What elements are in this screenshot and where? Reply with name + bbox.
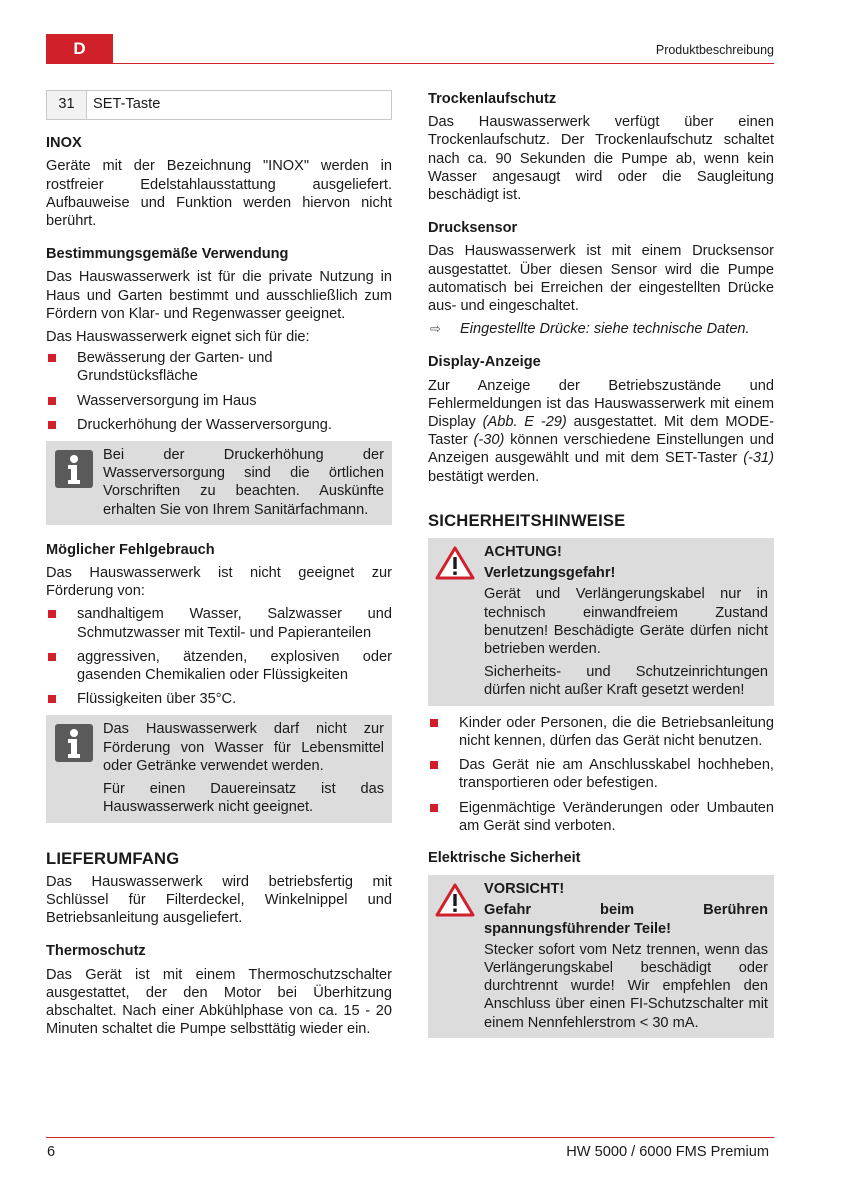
list-item: Kinder oder Personen, die die Betriebsanleitung nicht kennen, dürfen das Gerät nicht benutzen. (428, 714, 774, 750)
use-intro: Das Hauswasserwerk eignet sich für die: (46, 329, 310, 346)
left-column (46, 90, 392, 1038)
display-text (428, 377, 774, 486)
dry-text: Das Hauswasserwerk verfügt über einen Trockenlaufschutz. Der Trockenlaufschutz schaltet nach ca. 90 Sekunden die Pumpe ab, wenn kein Wasser angesaugt wird oder die Saugleitung beschädigt ist. (428, 114, 774, 204)
list-item: Flüssigkeiten über 35°C. (46, 690, 392, 708)
list-item: Druckerhöhung der Wasserversorgung. (46, 416, 392, 434)
footer-rule (46, 1137, 774, 1138)
display-text-part: ausgestattet. Mit dem MODE-Taster (428, 414, 774, 449)
display-text-part: bestätigt werden. (428, 468, 540, 485)
section-title: Produktbeschreibung (655, 43, 774, 57)
warning-box (428, 538, 774, 706)
warning-title: ACHTUNG! (484, 544, 562, 561)
safety-heading: SICHERHEITSHINWEISE (428, 510, 626, 530)
figure-ref: (-31) (743, 450, 774, 467)
info-icon (55, 450, 93, 488)
info-note-text: Bei der Druckerhöhung der Wasserversorgung sind die örtlichen Vorschriften zu beachten. Auskünfte erhalten Sie von Ihrem Sanitärfachmann. (103, 447, 384, 518)
warning-title: VORSICHT! (484, 881, 565, 898)
use-list (46, 349, 392, 434)
use-heading: Bestimmungsgemäße Verwendung (46, 246, 289, 263)
info-icon (55, 724, 93, 762)
use-text: Das Hauswasserwerk ist für die private Nutzung in Haus und Garten bestimmt und ausschließlich zum Fördern von Klar- und Regenwasser geeignet. (46, 269, 392, 322)
warning-text: Gerät und Verlängerungskabel nur in technisch einwandfreiem Zustand benutzen! Beschädigte Geräte dürfen nicht betrieben werden. (484, 586, 768, 658)
info-note (46, 715, 392, 822)
info-note (46, 441, 392, 525)
ref-label: SET-Taste (87, 91, 392, 120)
warning-box (428, 875, 774, 1038)
display-text-part: können verschiedene Einstellungen und Anzeigen ausgewählt und mit dem SET-Taster (428, 432, 774, 467)
right-column (428, 90, 774, 1038)
info-note-text: Für einen Dauereinsatz ist das Hauswasserwerk nicht geeignet. (103, 781, 384, 816)
list-item: Das Gerät nie am Anschlusskabel hochheben, transportieren oder befestigen. (428, 756, 774, 792)
warning-subtitle: Verletzungsgefahr! (484, 565, 616, 582)
delivery-text: Das Hauswasserwerk wird betriebsfertig mit Schlüssel für Filterdeckel, Winkelnippel und Betriebsanleitung ausgeliefert. (46, 873, 392, 927)
figure-ref: (Abb. E -29) (482, 414, 567, 431)
cross-reference (428, 320, 774, 338)
table-row (47, 91, 392, 120)
display-heading: Display-Anzeige (428, 354, 541, 371)
info-note-text: Das Hauswasserwerk darf nicht zur Förderung von Wasser für Lebensmittel oder Getränke verwendet werden. (103, 721, 384, 774)
header-rule (46, 63, 774, 64)
figure-ref: (-30) (473, 432, 505, 449)
display-text-part: Zur Anzeige der Betriebszustände und Fehlermeldungen ist das Hauswasserwerk mit einem Display (428, 377, 774, 431)
misuse-heading: Möglicher Fehlgebrauch (46, 541, 215, 558)
thermo-text: Das Gerät ist mit einem Thermoschutzschalter ausgestattet, der den Motor bei Überhitzung abschaltet. Nach einer Abkühlphase von ca. 15 - 20 Minuten schaltet die Pumpe selbsttätig wieder ein. (46, 966, 392, 1038)
warning-triangle-icon (435, 883, 475, 917)
thermo-heading: Thermoschutz (46, 943, 146, 960)
list-item: sandhaltigem Wasser, Salzwasser und Schmutzwasser mit Textil- und Papieranteilen (46, 605, 392, 641)
reference-table (46, 90, 392, 120)
model-name: HW 5000 / 6000 FMS Premium (566, 1144, 769, 1160)
language-tab: D (46, 34, 113, 64)
list-item: aggressiven, ätzenden, explosiven oder gasenden Chemikalien oder Flüssigkeiten (46, 648, 392, 684)
misuse-text: Das Hauswasserwerk ist nicht geeignet zur Förderung von: (46, 565, 392, 600)
arrow-right-icon: ⇨ (430, 321, 441, 337)
dry-heading: Trockenlaufschutz (428, 91, 557, 107)
list-item: Eigenmächtige Veränderungen oder Umbauten am Gerät sind verboten. (428, 799, 774, 835)
misuse-list (46, 605, 392, 708)
warning-triangle-icon (435, 546, 475, 580)
list-item: Wasserversorgung im Haus (46, 392, 392, 410)
pressure-heading: Drucksensor (428, 220, 518, 237)
inox-text: Geräte mit der Bezeichnung "INOX" werden in rostfreier Edelstahlausstattung ausgeliefert. Aufbauweise und Funktion werden hiervon nicht berührt. (46, 158, 392, 230)
warning-text: Stecker sofort vom Netz trennen, wenn das Verlängerungskabel beschädigt oder durchtrennt wurde! Wir empfehlen den Anschluss über einen FI-Schutzschalter mit einem Nennfehlerstrom < 30 mA. (484, 941, 768, 1031)
safety-list (428, 714, 774, 835)
pressure-text: Das Hauswasserwerk ist mit einem Drucksensor ausgestattet. Über diesen Sensor wird die Pumpe automatisch bei Erreichen der eingestellten Drücke aus- und eingeschaltet. (428, 243, 774, 315)
ref-number: 31 (47, 91, 87, 120)
page-number: 6 (47, 1144, 56, 1160)
inox-heading: INOX (46, 135, 82, 152)
electric-heading: Elektrische Sicherheit (428, 849, 581, 866)
warning-subtitle: Gefahr beim Berühren spannungsführender Teile! (484, 902, 768, 937)
list-item: Bewässerung der Garten- und Grundstücksfläche (46, 349, 392, 385)
warning-text: Sicherheits- und Schutzeinrichtungen dürfen nicht außer Kraft gesetzt werden! (484, 664, 768, 699)
delivery-heading: LIEFERUMFANG (46, 848, 180, 868)
cross-reference-text: Eingestellte Drücke: siehe technische Daten. (460, 321, 750, 338)
